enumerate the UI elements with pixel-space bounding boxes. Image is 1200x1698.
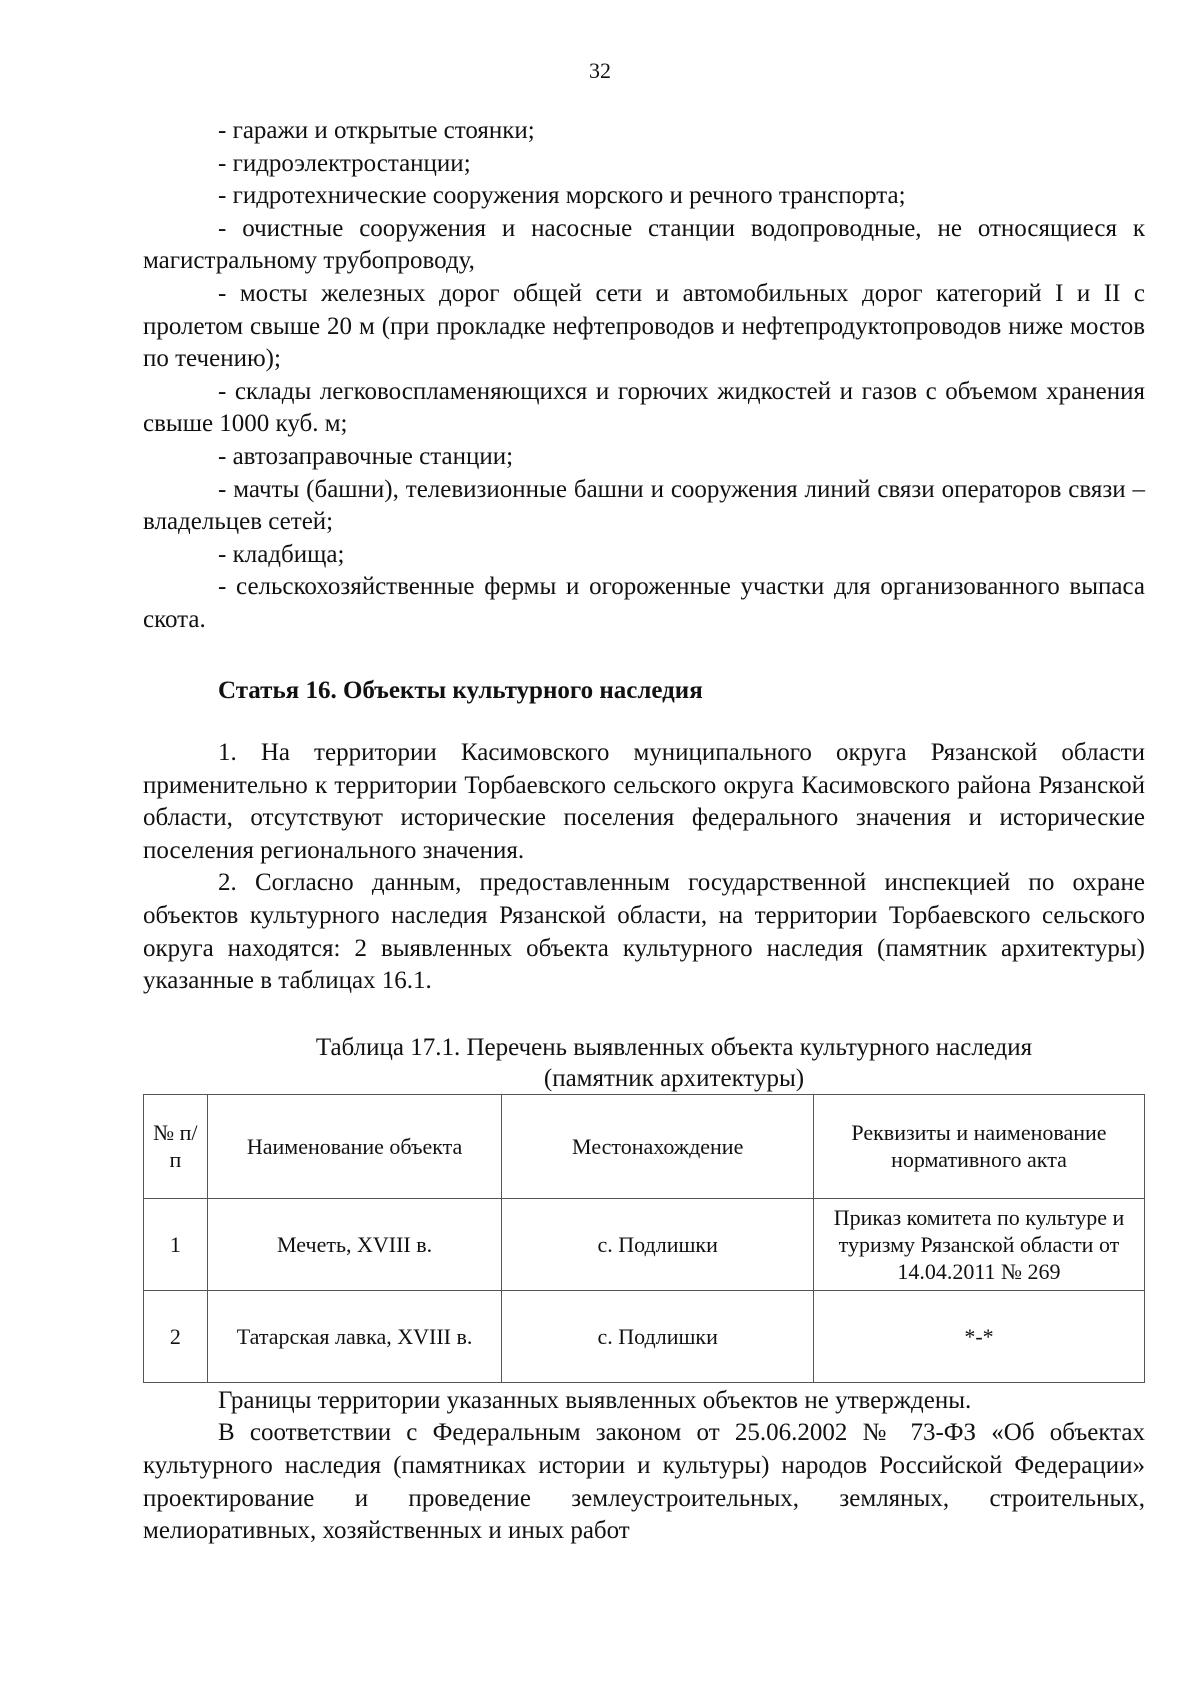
cell-name: Татарская лавка, XVIII в.: [207, 1290, 502, 1382]
federal-law-paragraph: В соответствии с Федеральным законом от 25.06.2002 № 73-ФЗ «Об объектах культурного наследия (памятниках истории и культуры) народов Российской Федерации» проектирование и проведение землеустроительных, земляных, строительных, мелиоративных, хозяйственных и иных работ: [143, 1419, 1145, 1545]
header-num: № п/п: [144, 1094, 208, 1198]
cell-name: Мечеть, XVIII в.: [207, 1198, 502, 1290]
list-item: - склады легковоспламеняющихся и горючих жидкостей и газов с объемом хранения свыше 1000 куб. м;: [143, 377, 1145, 438]
article-paragraph-1: 1. На территории Касимовского муниципального округа Рязанской области применительно к территории Торбаевского сельского округа Касимовского района Рязанской области, отсутствуют исторические поселения федерального значения и исторические поселения регионального значения.: [143, 739, 1145, 864]
header-location: Местонахождение: [502, 1094, 814, 1198]
header-name: Наименование объекта: [207, 1094, 502, 1198]
cell-requisites: *-*: [813, 1290, 1144, 1382]
table-row: [144, 1198, 1145, 1290]
table-caption-line-1: Таблица 17.1. Перечень выявленных объекта культурного наследия: [315, 1033, 1033, 1061]
table-header-row: [144, 1094, 1145, 1198]
cell-num: 1: [144, 1198, 208, 1290]
table-row: [144, 1290, 1145, 1382]
list-item: - гидроэлектростанции;: [218, 149, 471, 177]
list-item: - автозаправочные станции;: [218, 442, 514, 470]
article-paragraph-2: 2. Согласно данным, предоставленным государственной инспекцией по охране объектов культурного наследия Рязанской области, на территории Торбаевского сельского округа находятся: 2 выявленных объекта культурного наследия (памятник архитектуры) указанные в таблицах 16.1.: [143, 869, 1145, 995]
document-body: [143, 115, 1145, 1548]
cell-num: 2: [144, 1290, 208, 1382]
header-requisites: Реквизиты и наименование нормативного акта: [813, 1094, 1144, 1198]
table-caption-line-2: (памятник архитектуры): [543, 1064, 805, 1092]
list-item: - сельскохозяйственные фермы и огороженные участки для организованного выпаса скота.: [143, 573, 1145, 633]
list-item: - очистные сооружения и насосные станции водопроводные, не относящиеся к магистральному трубопроводу,: [143, 214, 1145, 275]
after-table-text: [143, 1385, 1145, 1548]
article-heading: Статья 16. Объекты культурного наследия: [218, 676, 703, 704]
list-item: - кладбища;: [218, 540, 345, 568]
list-item: - мачты (башни), телевизионные башни и сооружения линий связи операторов связи – владельцев сетей;: [143, 475, 1145, 536]
restricted-objects-list: [143, 115, 1145, 637]
cell-requisites: Приказ комитета по культуре и туризму Рязанской области от 14.04.2011 № 269: [813, 1198, 1144, 1290]
list-item: - мосты железных дорог общей сети и автомобильных дорог категорий I и II с пролетом свыше 20 м (при прокладке нефтепроводов и нефтепродуктопроводов ниже мостов по течению);: [143, 279, 1145, 373]
list-item: - гаражи и открытые стоянки;: [218, 117, 535, 144]
list-item: - гидротехнические сооружения морского и речного транспорта;: [218, 182, 906, 210]
page-number: 32: [589, 58, 611, 83]
cell-location: с. Подлишки: [502, 1290, 814, 1382]
heritage-objects-table: [143, 1094, 1145, 1383]
table-caption: [143, 1032, 1145, 1094]
cell-location: с. Подлишки: [502, 1198, 814, 1290]
boundaries-note: Границы территории указанных выявленных объектов не утверждены.: [218, 1386, 972, 1414]
